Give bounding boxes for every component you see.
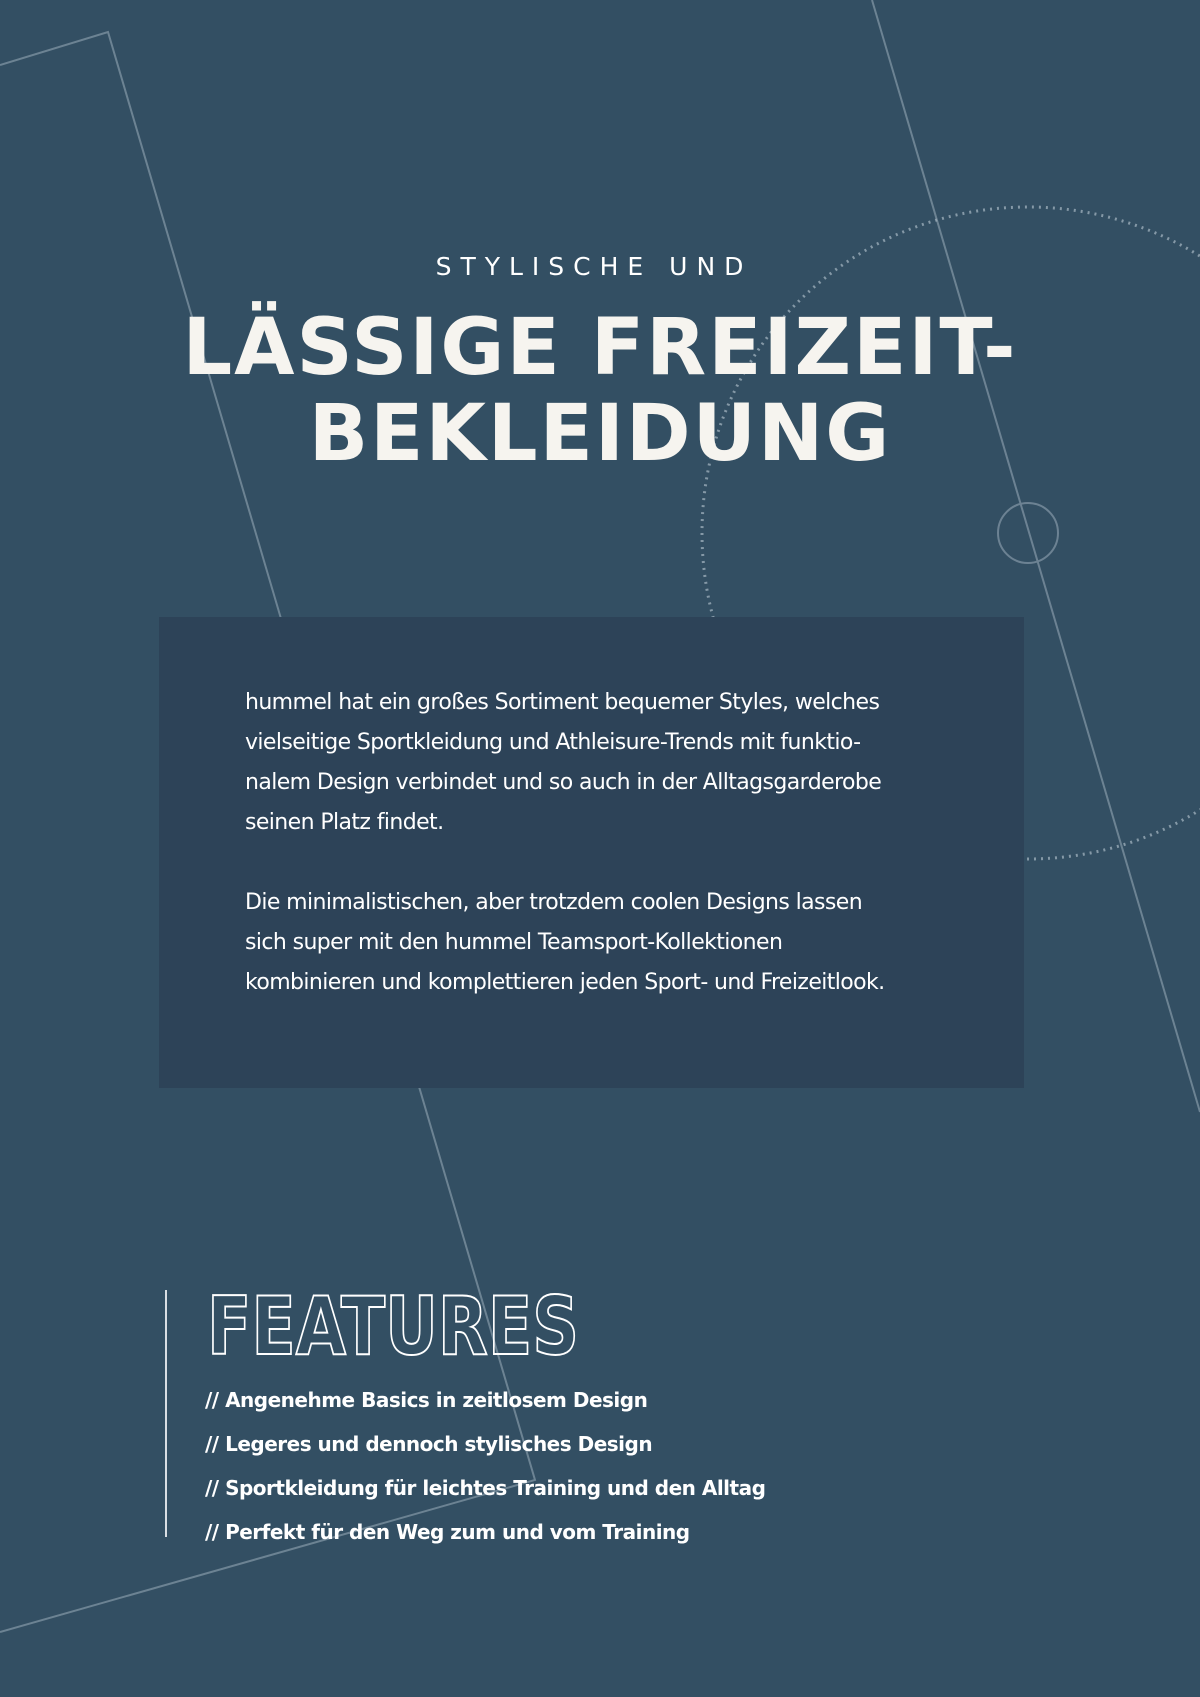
intro-p1-line: vielseitige Sportkleidung und Athleisure-Trends mit funktio- (245, 730, 861, 755)
feature-item: // Legeres und dennoch stylisches Design (205, 1432, 653, 1456)
features-list (205, 1378, 765, 1554)
intro-paragraph-2 (245, 883, 964, 1003)
features-title (205, 1282, 625, 1366)
intro-paragraph-1 (245, 683, 964, 843)
feature-item: // Perfekt für den Weg zum und vom Training (205, 1520, 690, 1544)
headline-line-1: LÄSSIGE FREIZEIT- (182, 303, 1018, 393)
features-title-text: FEATURES (207, 1282, 579, 1366)
intro-p2-line: sich super mit den hummel Teamsport-Kollektionen (245, 930, 783, 955)
headline-kicker: STYLISCHE UND (435, 252, 753, 281)
center-spot-circle (998, 503, 1058, 563)
intro-text-panel (159, 617, 1024, 1088)
feature-item: // Sportkleidung für leichtes Training und den Alltag (205, 1476, 766, 1500)
page-headline (0, 305, 1200, 477)
features-section (165, 1282, 867, 1544)
intro-p1-line: seinen Platz findet. (245, 810, 444, 835)
feature-item: // Angenehme Basics in zeitlosem Design (205, 1388, 648, 1412)
headline-line-2: BEKLEIDUNG (308, 389, 892, 479)
intro-p1-line: hummel hat ein großes Sortiment bequemer Styles, welches (245, 690, 880, 715)
intro-p1-line: nalem Design verbindet und so auch in der Alltagsgarderobe (245, 770, 882, 795)
intro-p2-line: Die minimalistischen, aber trotzdem coolen Designs lassen (245, 890, 863, 915)
intro-p2-line: kombinieren und komplettieren jeden Sport- und Freizeitlook. (245, 970, 885, 995)
